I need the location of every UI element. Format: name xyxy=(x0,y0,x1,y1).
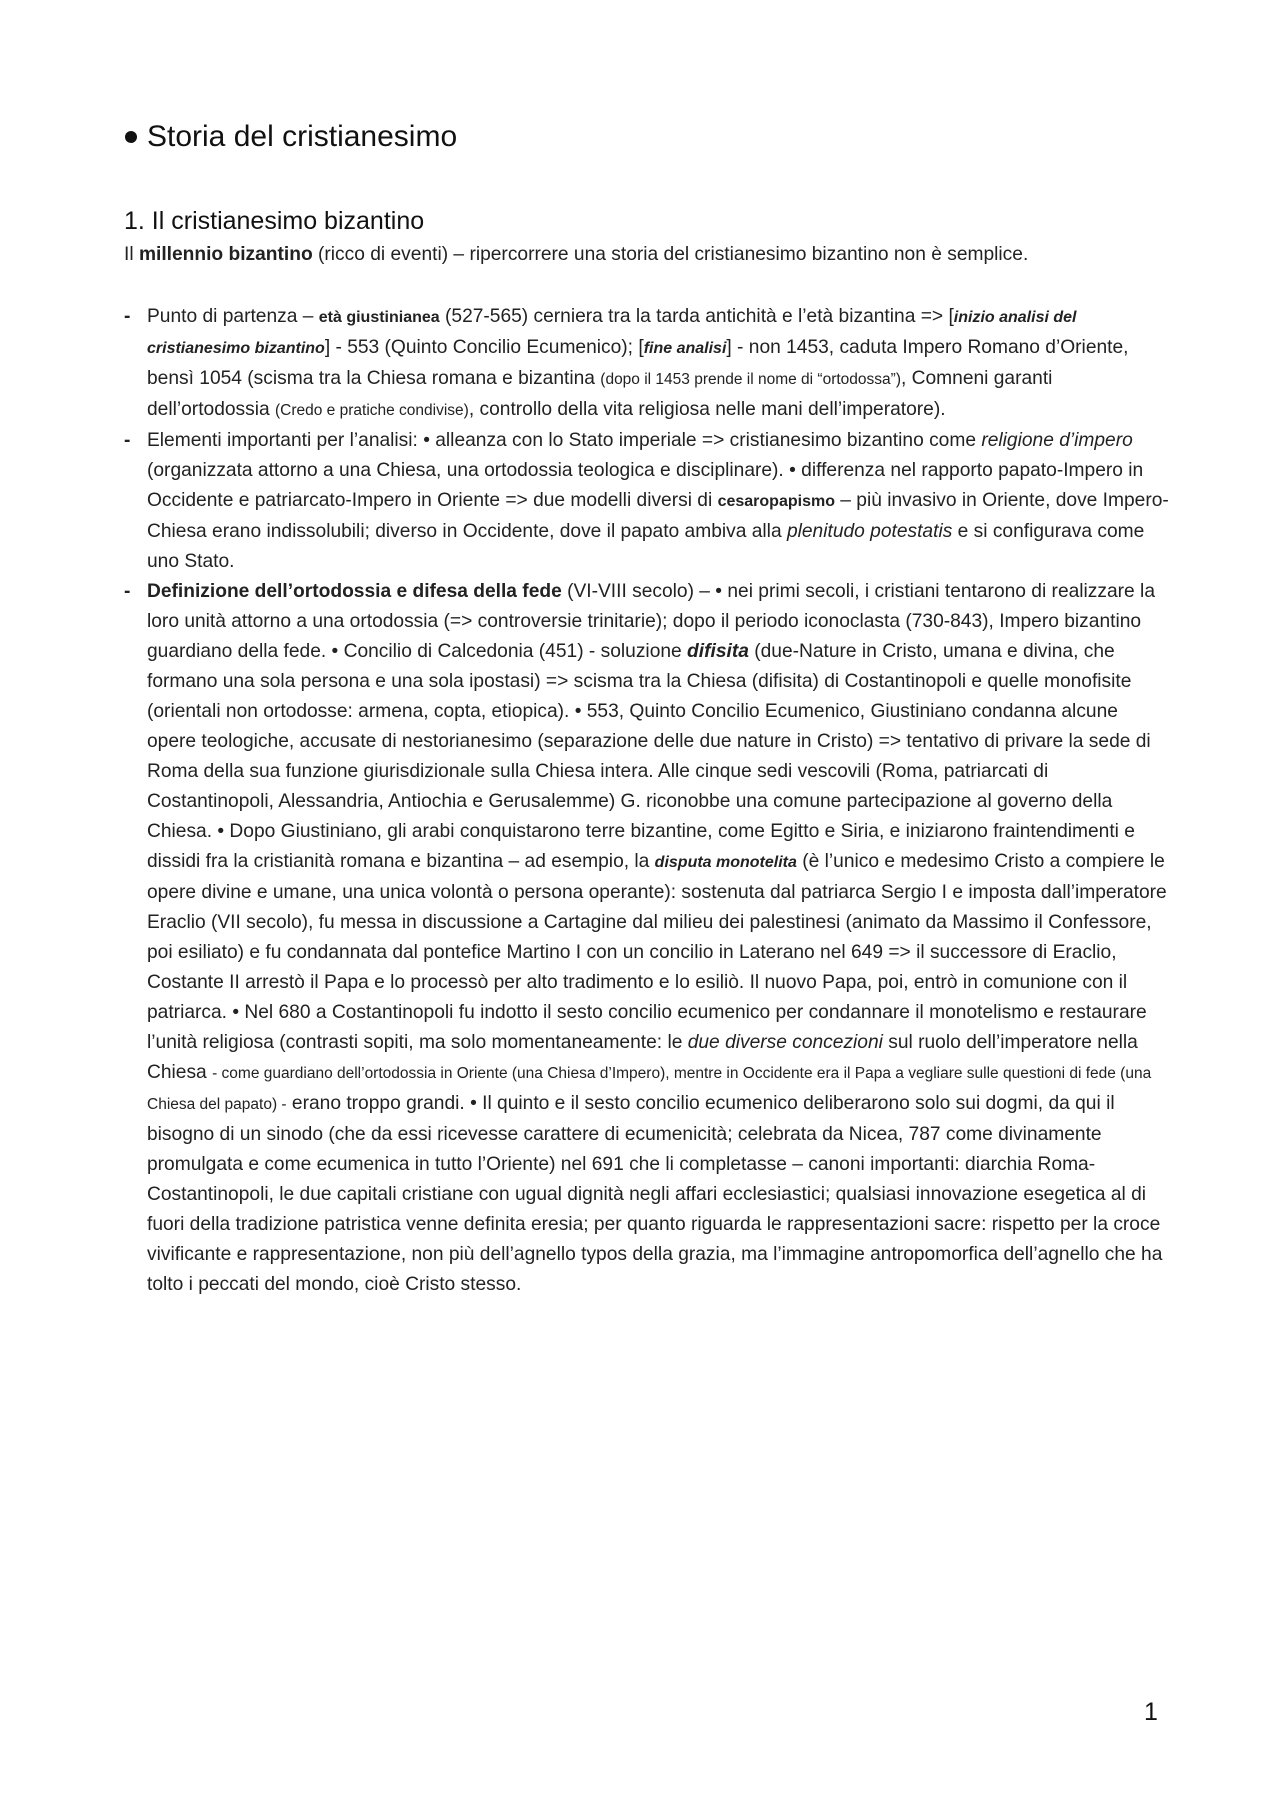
intro-bold: millennio bizantino xyxy=(138,244,313,265)
intro-text: (ricco di eventi) – ripercorrere una storia del cristianesimo bizantino non è semplice. xyxy=(312,244,1029,265)
section-title: 1. Il cristianesimo bizantino xyxy=(124,207,425,235)
dash-bullet: - xyxy=(124,581,131,602)
item-text: sul ruolo dell’imperatore nella Chiesa xyxy=(147,1032,1138,1083)
item-bold-italic: difisita xyxy=(687,641,749,662)
dash-bullet: - xyxy=(124,306,131,327)
item-text: erano troppo grandi. • Il quinto e il sesto concilio ecumenico deliberarono solo sui dogmi, da qui il bisogno di un sinodo (che da essi ricevesse carattere di ecumenicità; celebrata da Nicea, 787 come divinamente promulgata e come ecumenica in tutto l’Oriente) nel 691 che li completasse – canoni importanti: diarchia Roma-Costantinopoli, le due capitali cristiane con ugual dignità negli affari ecclesiastici; qualsiasi innovazione esegetica al di fuori della tradizione patristica venne definita eresia; per quanto riguarda le rappresentazioni sacre: rispetto per la croce vivificante e rappresentazione, non più dell’agnello typos della grazia, ma l’immagine antropomorfica dell’agnello che ha tolto i peccati del mondo, cioè Cristo stesso. xyxy=(147,1093,1163,1295)
item-text: (organizzata attorno a una Chiesa, una ortodossia teologica e disciplinare). • differenza nel rapporto papato-Impero in Occidente e patriarcato-Impero in Oriente => due modelli diversi di xyxy=(147,460,1144,511)
page-number: 1 xyxy=(1144,1698,1158,1726)
item-bold-italic: disputa monotelita xyxy=(654,854,797,871)
intro-text: Il xyxy=(124,244,139,265)
item-text: Punto di partenza – xyxy=(147,306,319,327)
list-item xyxy=(124,302,1170,426)
item-bold: Definizione dell’ortodossia e difesa della fede xyxy=(147,581,562,602)
item-text: (due-Nature in Cristo, umana e divina, che formano una sola persona e una sola ipostasi) => scisma tra la Chiesa (difisita) di Costantinopoli e quelle monofisite (orientali non ortodosse: armena, copta, etiopica). • 553, Quinto Concilio Ecumenico, Giustiniano condanna alcune opere teologiche, accusate di nestorianesimo (separazione delle due nature in Cristo) => tentativo di privare la sede di Roma della sua funzione giurisdizionale sulla Chiesa intera. Alle cinque sedi vescovili (Roma, patriarcati di Costantinopoli, Alessandria, Antiochia e Gerusalemme) G. riconobbe una comune partecipazione al governo della Chiesa. • Dopo Giustiniano, gli arabi conquistarono terre bizantine, come Egitto e Siria, e iniziarono fraintendimenti e dissidi fra la cristianità romana e bizantina – ad esempio, la xyxy=(147,641,1151,872)
item-text: ] - 553 (Quinto Concilio Ecumenico); [ xyxy=(324,337,644,358)
bullet-list xyxy=(124,302,1170,1300)
item-small-text: - come guardiano dell’ortodossia in Oriente (una Chiesa d’Impero), mentre in Occidente era il Papa a vegliare sulle questioni di fede (una Chiesa del papato) - xyxy=(147,1065,1152,1113)
item-italic: religione d’impero xyxy=(981,430,1133,451)
item-text: , Comneni garanti dell’ortodossia xyxy=(147,368,1053,420)
item-small-text: (dopo il 1453 prende il nome di “ortodossa”) xyxy=(600,371,901,388)
item-text: (VI-VIII secolo) – • nei primi secoli, i cristiani tentarono di realizzare la loro unità attorno a una ortodossia (=> controversie trinitarie); dopo il periodo iconoclasta (730-843), Impero bizantino guardiano della fede. • Concilio di Calcedonia (451) - soluzione xyxy=(147,581,1155,662)
dash-bullet: - xyxy=(124,430,131,451)
intro-paragraph xyxy=(124,240,1174,270)
item-italic: due diverse concezioni xyxy=(687,1032,883,1053)
item-bold-italic: inizio analisi del cristianesimo bizantino xyxy=(147,309,1077,357)
page-title xyxy=(125,120,457,154)
item-small-text: (Credo e pratiche condivise) xyxy=(275,402,469,419)
item-text: Elementi importanti per l’analisi: • alleanza con lo Stato imperiale => cristianesimo bizantino come xyxy=(147,430,982,451)
bullet-dot-icon xyxy=(125,131,137,143)
item-text: (527-565) cerniera tra la tarda antichità e l’età bizantina => [ xyxy=(439,306,954,327)
item-text: e si configurava come uno Stato. xyxy=(147,521,1145,572)
item-italic: plenitudo potestatis xyxy=(786,521,953,542)
item-text: – più invasivo in Oriente, dove Impero-Chiesa erano indissolubili; diverso in Occidente, dove il papato ambiva alla xyxy=(147,490,1169,542)
item-bold-italic: fine analisi xyxy=(643,340,727,357)
item-bold: cesaropapismo xyxy=(717,493,835,510)
item-text: , controllo della vita religiosa nelle mani dell’imperatore). xyxy=(468,399,946,420)
item-text: (è l’unico e medesimo Cristo a compiere le opere divine e umane, una unica volontà o persona operante): sostenuta dal patriarca Sergio I e imposta dall’imperatore Eraclio (VII secolo), fu messa in discussione a Cartagine dal milieu dei palestinesi (animato da Massimo il Confessore, poi esiliato) e fu condannata dal pontefice Martino I con un concilio in Laterano nel 649 => il successore di Eraclio, Costante II arrestò il Papa e lo processò per alto tradimento e lo esiliò. Il nuovo Papa, poi, entrò in comunione con il patriarca. • Nel 680 a Costantinopoli fu indotto il sesto concilio ecumenico per condannare il monotelismo e restaurare l’unità religiosa (contrasti sopiti, ma solo momentaneamente: le xyxy=(147,851,1167,1053)
list-item xyxy=(124,426,1170,577)
item-bold: età giustinianea xyxy=(318,309,440,326)
item-text: ] - non 1453, caduta Impero Romano d’Oriente, bensì 1054 (scisma tra la Chiesa romana e bizantina xyxy=(147,337,1129,389)
page-title-text: Storia del cristianesimo xyxy=(147,120,458,153)
list-item xyxy=(124,577,1170,1300)
